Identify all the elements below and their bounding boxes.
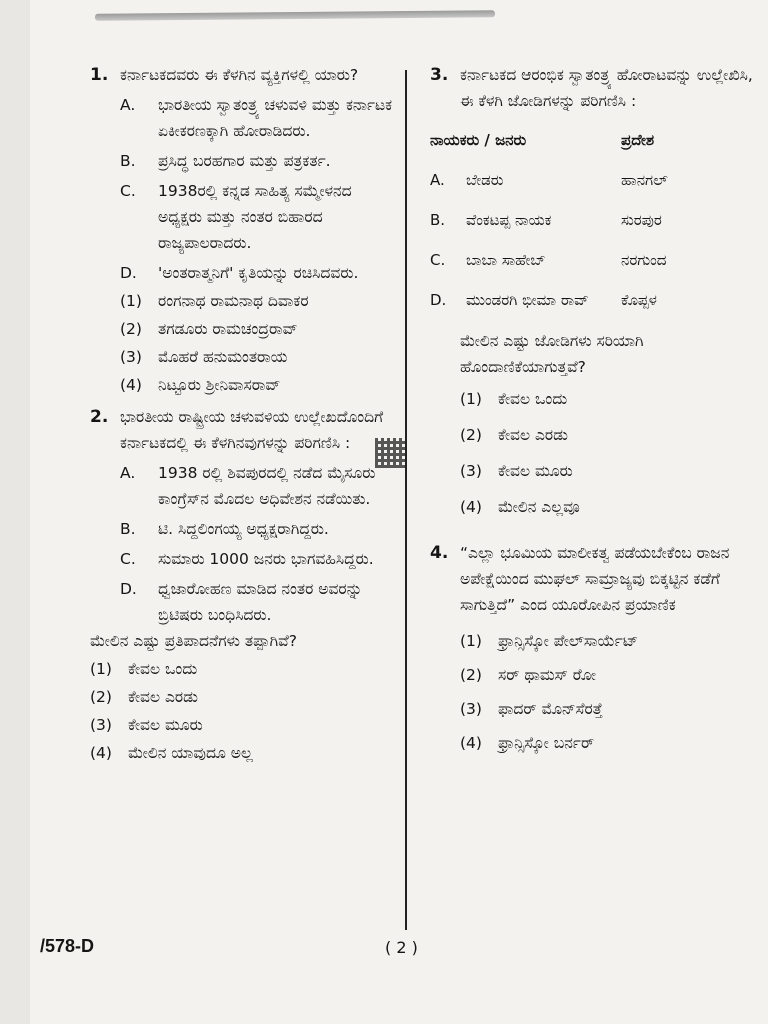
option-text: ನಿಟ್ಟೂರು ಶ್ರೀನಿವಾಸರಾವ್ <box>158 376 281 394</box>
question-1 <box>90 62 400 398</box>
option-label: (4) <box>460 734 482 752</box>
pair-region: ಸುರಪುರ <box>621 211 662 229</box>
pair-region: ನರಗುಂದ <box>621 251 667 269</box>
answer-option <box>90 656 400 682</box>
statement-text: 1938 ರಲ್ಲಿ ಶಿವಪುರದಲ್ಲಿ ನಡೆದ ಮೈಸೂರು ಕಾಂಗ್ರೆಸ್‌ನ ಮೊದಲ ಅಧಿವೇಶನ ನಡೆಯಿತು. <box>158 464 376 508</box>
answer-option <box>460 628 768 654</box>
question-number: 4. <box>430 543 449 563</box>
pair-leader: ಮುಂಡರಗಿ ಭೀಮಾ ರಾವ್ <box>466 291 589 309</box>
statement-text: ಭಾರತೀಯ ಸ್ವಾತಂತ್ರ್ಯ ಚಳುವಳಿ ಮತ್ತು ಕರ್ನಾಟಕ ಏಕೀಕರಣಕ್ಕಾಗಿ ಹೋರಾಡಿದರು. <box>158 96 393 140</box>
left-column <box>90 62 400 766</box>
option-text: ಕೇವಲ ಮೂರು <box>128 716 203 734</box>
answer-option <box>120 316 400 342</box>
pair-row <box>430 240 668 280</box>
option-label: (1) <box>120 292 142 310</box>
option-label: (1) <box>90 660 112 678</box>
option-text: ಮೊಹರೆ ಹನುಮಂತರಾಯ <box>158 348 288 366</box>
option-label: (2) <box>90 688 112 706</box>
pair-row <box>430 280 668 320</box>
answer-option <box>460 386 768 412</box>
option-text: ರಂಗನಾಥ ರಾಮನಾಥ ದಿವಾಕರ <box>158 292 309 310</box>
option-label: (4) <box>120 376 142 394</box>
answer-option <box>460 730 768 756</box>
statement-item <box>120 260 400 286</box>
statement-item <box>120 460 400 512</box>
question-text: ಕರ್ನಾಟಕದವರು ಈ ಕೆಳಗಿನ ವ್ಯಕ್ತಿಗಳಲ್ಲಿ ಯಾರು? <box>120 66 359 84</box>
right-column <box>430 62 768 756</box>
answer-option <box>120 344 400 370</box>
statement-text: 'ಅಂತರಾತ್ಮನಿಗೆ' ಕೃತಿಯನ್ನು ರಚಿಸಿದವರು. <box>158 264 359 282</box>
statement-text: ಟಿ. ಸಿದ್ದಲಿಂಗಯ್ಯ ಅಧ್ಯಕ್ಷರಾಗಿದ್ದರು. <box>158 520 329 538</box>
pairs-table <box>430 120 668 320</box>
option-label: (1) <box>460 390 482 408</box>
pair-leader: ಬೇಡರು <box>466 171 504 189</box>
statement-label: A. <box>120 96 136 114</box>
question-text: “ಎಲ್ಲಾ ಭೂಮಿಯ ಮಾಲೀಕತ್ವ ಪಡೆಯಬೇಕೆಂಬ ರಾಜನ ಅಪೇಕ್ಷೆಯಿಂದ ಮುಘಲ್ ಸಾಮ್ರಾಜ್ಯವು ಬಿಕ್ಕಟ್ಟಿನ ಕಡೆಗೆ ಸಾಗುತ್ತಿದೆ” ಎಂದ ಯೂರೋಪಿನ ಪ್ರಯಾಣಿಕ <box>460 544 730 614</box>
pair-label: C. <box>430 251 446 269</box>
question-text: ಭಾರತೀಯ ರಾಷ್ಟ್ರೀಯ ಚಳುವಳಿಯ ಉಲ್ಲೇಖದೊಂದಿಗೆ ಕರ್ನಾಟಕದಲ್ಲಿ ಈ ಕೆಳಗಿನವುಗಳನ್ನು ಪರಿಗಣಿಸಿ : <box>120 408 384 452</box>
question-number: 2. <box>90 407 109 427</box>
statement-item <box>120 178 400 256</box>
pair-row <box>430 160 668 200</box>
pair-label: D. <box>430 291 447 309</box>
statement-label: C. <box>120 550 136 568</box>
answer-option <box>90 740 400 766</box>
page-number: ( 2 ) <box>385 938 418 957</box>
statement-label: C. <box>120 182 136 200</box>
statement-label: D. <box>120 264 137 282</box>
leader-column-header: ನಾಯಕರು / ಜನರು <box>430 131 527 149</box>
question-number: 1. <box>90 65 109 85</box>
statement-item <box>120 148 400 174</box>
region-column-header: ಪ್ರದೇಶ <box>621 131 655 149</box>
option-text: ಕೇವಲ ಒಂದು <box>498 390 568 408</box>
pair-leader: ಬಾಬಾ ಸಾಹೇಬ್ <box>466 251 546 269</box>
option-text: ಕೇವಲ ಎರಡು <box>128 688 198 706</box>
question-prompt: ಮೇಲಿನ ಎಷ್ಟು ಜೋಡಿಗಳು ಸರಿಯಾಗಿ ಹೊಂದಾಣಿಕೆಯಾಗುತ್ತವೆ? <box>460 332 644 376</box>
question-number: 3. <box>430 65 449 85</box>
option-text: ಮೇಲಿನ ಯಾವುದೂ ಅಲ್ಲ <box>128 744 253 762</box>
answer-options <box>430 386 768 520</box>
answer-option <box>460 422 768 448</box>
option-label: (2) <box>460 426 482 444</box>
booklet-code: /578-D <box>40 936 95 956</box>
statement-text: ಸುಮಾರು 1000 ಜನರು ಭಾಗವಹಿಸಿದ್ದರು. <box>158 550 374 568</box>
option-label: (4) <box>460 498 482 516</box>
pair-region: ಹಾನಗಲ್ <box>621 171 668 189</box>
option-text: ಕೇವಲ ಎರಡು <box>498 426 568 444</box>
option-text: ಕೇವಲ ಒಂದು <box>128 660 198 678</box>
answer-option <box>460 458 768 484</box>
column-divider <box>405 70 407 930</box>
pair-leader: ವೆಂಕಟಪ್ಪ ನಾಯಕ <box>466 211 552 229</box>
statement-label: B. <box>120 520 136 538</box>
statement-item <box>120 576 400 628</box>
option-text: ಸರ್ ಥಾಮಸ್ ರೋ <box>498 666 596 684</box>
question-text: ಕರ್ನಾಟಕದ ಆರಂಭಿಕ ಸ್ವಾತಂತ್ರ್ಯ ಹೋರಾಟವನ್ನು ಉಲ್ಲೇಖಿಸಿ, ಈ ಕೆಳಗಿ ಜೋಡಿಗಳನ್ನು ಪರಿಗಣಿಸಿ : <box>460 66 753 110</box>
statement-item <box>120 516 400 542</box>
statement-item <box>120 92 400 144</box>
option-label: (3) <box>90 716 112 734</box>
statement-text: ಧ್ವಜಾರೋಹಣ ಮಾಡಿದ ನಂತರ ಅವರನ್ನು ಬ್ರಿಟಿಷರು ಬಂಧಿಸಿದರು. <box>158 580 363 624</box>
answer-option <box>120 288 400 314</box>
option-text: ಫ್ರಾನ್ಸಿಸ್ಕೋ ಪೇಲ್‌ಸಾರ್ಯೆಟ್ <box>498 632 639 650</box>
statement-list <box>120 460 400 628</box>
option-label: (1) <box>460 632 482 650</box>
question-3 <box>430 62 768 114</box>
pair-label: B. <box>430 211 446 229</box>
option-text: ಕೇವಲ ಮೂರು <box>498 462 573 480</box>
option-label: (3) <box>460 700 482 718</box>
statement-label: A. <box>120 464 136 482</box>
answer-option <box>460 662 768 688</box>
answer-options <box>120 288 400 398</box>
option-label: (3) <box>120 348 142 366</box>
statement-label: B. <box>120 152 136 170</box>
pair-region: ಕೊಪ್ಪಳ <box>621 291 657 309</box>
option-text: ಮೇಲಿನ ಎಲ್ಲವೂ <box>498 498 580 516</box>
option-text: ಫಾದರ್ ಮೊನ್‌ಸೆರತ್ತೆ <box>498 700 603 718</box>
answer-option <box>90 712 400 738</box>
option-text: ತಗಡೂರು ರಾಮಚಂದ್ರರಾವ್ <box>158 320 298 338</box>
answer-option <box>120 372 400 398</box>
option-label: (3) <box>460 462 482 480</box>
answer-option <box>90 684 400 710</box>
statement-item <box>120 546 400 572</box>
option-label: (2) <box>120 320 142 338</box>
statement-text: 1938ರಲ್ಲಿ ಕನ್ನಡ ಸಾಹಿತ್ಯ ಸಮ್ಮೇಳನದ ಅಧ್ಯಕ್ಷರು ಮತ್ತು ನಂತರ ಬಿಹಾರದ ರಾಜ್ಯಪಾಲರಾದರು. <box>158 182 352 252</box>
option-text: ಫ್ರಾನ್ಸಿಸ್ಕೋ ಬರ್ನರ್ <box>498 734 595 752</box>
pairs-header <box>430 120 668 160</box>
statement-list <box>120 92 400 286</box>
option-label: (4) <box>90 744 112 762</box>
answer-option <box>460 494 768 520</box>
answer-option <box>460 696 768 722</box>
question-2 <box>90 404 400 766</box>
question-prompt: ಮೇಲಿನ ಎಷ್ಟು ಪ್ರತಿಪಾದನೆಗಳು ತಪ್ಪಾಗಿವೆ? <box>90 632 297 650</box>
answer-options <box>460 628 768 756</box>
answer-options <box>90 656 400 766</box>
pair-label: A. <box>430 171 445 189</box>
question-4 <box>430 540 768 756</box>
pair-row <box>430 200 668 240</box>
option-label: (2) <box>460 666 482 684</box>
statement-text: ಪ್ರಸಿದ್ಧ ಬರಹಗಾರ ಮತ್ತು ಪತ್ರಕರ್ತ. <box>158 152 331 170</box>
statement-label: D. <box>120 580 137 598</box>
